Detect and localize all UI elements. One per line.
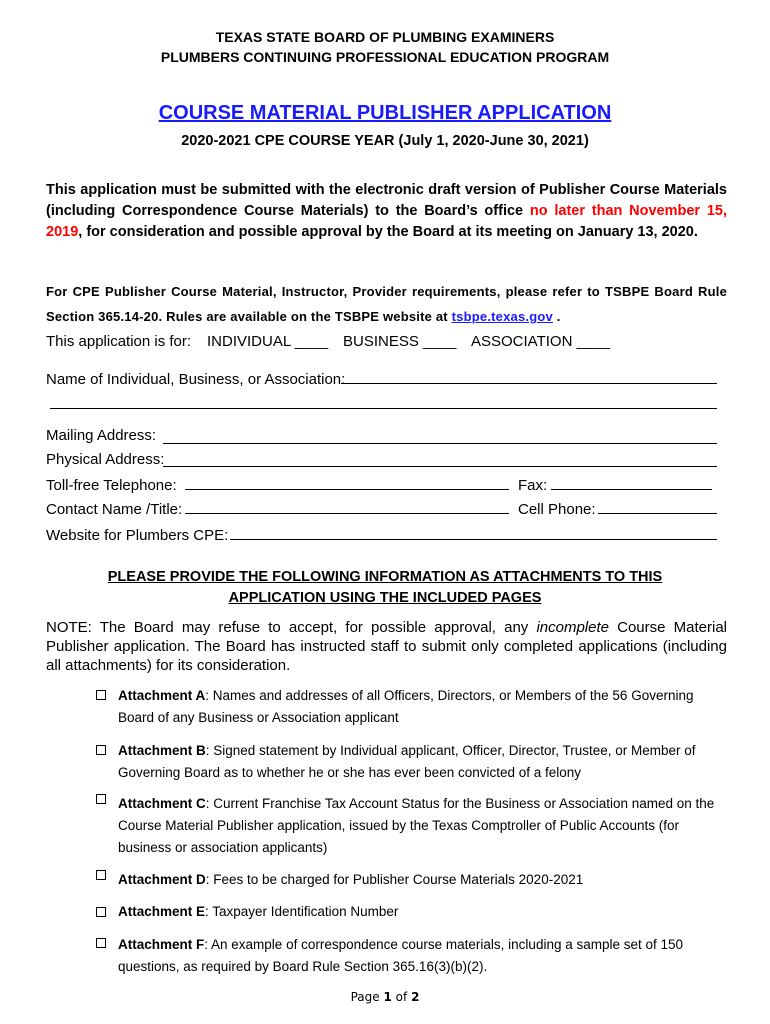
- intro-text-1: This application must be submitted with the electronic draft version of Publisher Course Materials (including Correspondence Course Materials) to the Board’s office: [46, 182, 727, 219]
- name-label: Name of Individual, Business, or Association:: [46, 371, 346, 388]
- contact-label: Contact Name /Title:: [46, 501, 183, 518]
- attachment-e: [118, 901, 718, 923]
- note-text-2: Course Material Publisher application. The Board has instructed staff to submit only completed applications (including all attachments) for its consideration.: [46, 619, 727, 674]
- attachment-b: [118, 740, 718, 784]
- attachment-c-text: : Current Franchise Tax Account Status for the Business or Association named on the Course Material Publisher application, issued by the Texas Comptroller of Public Accounts (for business or association applicants): [118, 796, 715, 855]
- attachment-d-text: : Fees to be charged for Publisher Course Materials 2020-2021: [205, 872, 584, 887]
- option-individual[interactable]: INDIVIDUAL ____: [207, 333, 329, 350]
- course-year: 2020-2021 CPE COURSE YEAR (July 1, 2020-June 30, 2021): [181, 133, 589, 149]
- contact-field[interactable]: [185, 513, 509, 514]
- attachments-heading-1: PLEASE PROVIDE THE FOLLOWING INFORMATION AS ATTACHMENTS TO THIS: [107, 569, 663, 585]
- attachment-b-label: Attachment B: [118, 743, 206, 758]
- attachment-d-label: Attachment D: [118, 872, 206, 887]
- of-word: of: [395, 990, 408, 1004]
- telephone-field[interactable]: [185, 489, 509, 490]
- note-emphasis: incomplete: [536, 619, 609, 636]
- checkbox-attachment-c[interactable]: [96, 794, 106, 804]
- attachment-a: [118, 685, 718, 729]
- mailing-label: Mailing Address:: [46, 427, 157, 444]
- page-title: COURSE MATERIAL PUBLISHER APPLICATION: [158, 102, 612, 124]
- reference-text: For CPE Publisher Course Material, Instructor, Provider requirements, please refer to TSBPE Board Rule Section 365.14-20. Rules are available on the TSBPE website at: [46, 284, 727, 324]
- program-name: PLUMBERS CONTINUING PROFESSIONAL EDUCATION PROGRAM: [160, 49, 610, 65]
- attachment-c: [118, 793, 718, 859]
- name-field[interactable]: [341, 383, 717, 384]
- note-text-1: NOTE: The Board may refuse to accept, for possible approval, any: [46, 619, 537, 636]
- website-field[interactable]: [230, 539, 717, 540]
- cell-field[interactable]: [598, 513, 717, 514]
- cell-label: Cell Phone:: [518, 501, 596, 518]
- agency-name: TEXAS STATE BOARD OF PLUMBING EXAMINERS: [215, 29, 555, 45]
- attachment-f-label: Attachment F: [118, 937, 205, 952]
- page-footer: [0, 990, 770, 1004]
- applicant-type-label: This application is for:: [46, 333, 192, 350]
- reference-end: .: [552, 309, 561, 324]
- fax-label: Fax:: [518, 477, 548, 494]
- deadline-text: no later than November 15, 2019: [46, 203, 728, 240]
- reference-paragraph: [46, 279, 727, 329]
- page-total: 2: [411, 990, 420, 1004]
- mailing-field[interactable]: [163, 443, 717, 444]
- note-paragraph: [46, 618, 727, 675]
- physical-label: Physical Address:: [46, 451, 165, 468]
- attachment-d: [118, 869, 718, 891]
- intro-paragraph: [46, 180, 727, 243]
- telephone-label: Toll-free Telephone:: [46, 477, 177, 494]
- website-link[interactable]: tsbpe.texas.gov: [451, 309, 553, 324]
- attachment-b-text: : Signed statement by Individual applicant, Officer, Director, Trustee, or Member of Governing Board as to whether he or she has ever been convicted of a felony: [118, 743, 696, 780]
- attachment-a-label: Attachment A: [118, 688, 206, 703]
- attachment-c-label: Attachment C: [118, 796, 206, 811]
- attachments-heading-2: APPLICATION USING THE INCLUDED PAGES: [228, 590, 542, 606]
- checkbox-attachment-f[interactable]: [96, 938, 106, 948]
- checkbox-attachment-e[interactable]: [96, 907, 106, 917]
- attachment-a-text: : Names and addresses of all Officers, Directors, or Members of the 56 Governing Board of any Business or Association applicant: [118, 688, 694, 725]
- page-number: 1: [383, 990, 392, 1004]
- website-label: Website for Plumbers CPE:: [46, 527, 229, 544]
- attachment-f: [118, 934, 718, 978]
- attachment-e-label: Attachment E: [118, 904, 206, 919]
- checkbox-attachment-b[interactable]: [96, 745, 106, 755]
- checkbox-attachment-a[interactable]: [96, 690, 106, 700]
- intro-text-2: , for consideration and possible approval by the Board at its meeting on January 13, 2020.: [78, 224, 698, 240]
- name-field-line2[interactable]: [50, 408, 717, 409]
- physical-field[interactable]: [163, 466, 717, 467]
- checkbox-attachment-d[interactable]: [96, 870, 106, 880]
- page-word: Page: [350, 990, 380, 1004]
- option-association[interactable]: ASSOCIATION ____: [471, 333, 610, 350]
- fax-field[interactable]: [551, 489, 712, 490]
- attachment-f-text: : An example of correspondence course materials, including a sample set of 150 questions, as required by Board Rule Section 365.16(3)(b)(2).: [118, 937, 684, 974]
- attachment-e-text: : Taxpayer Identification Number: [205, 904, 399, 919]
- option-business[interactable]: BUSINESS ____: [343, 333, 457, 350]
